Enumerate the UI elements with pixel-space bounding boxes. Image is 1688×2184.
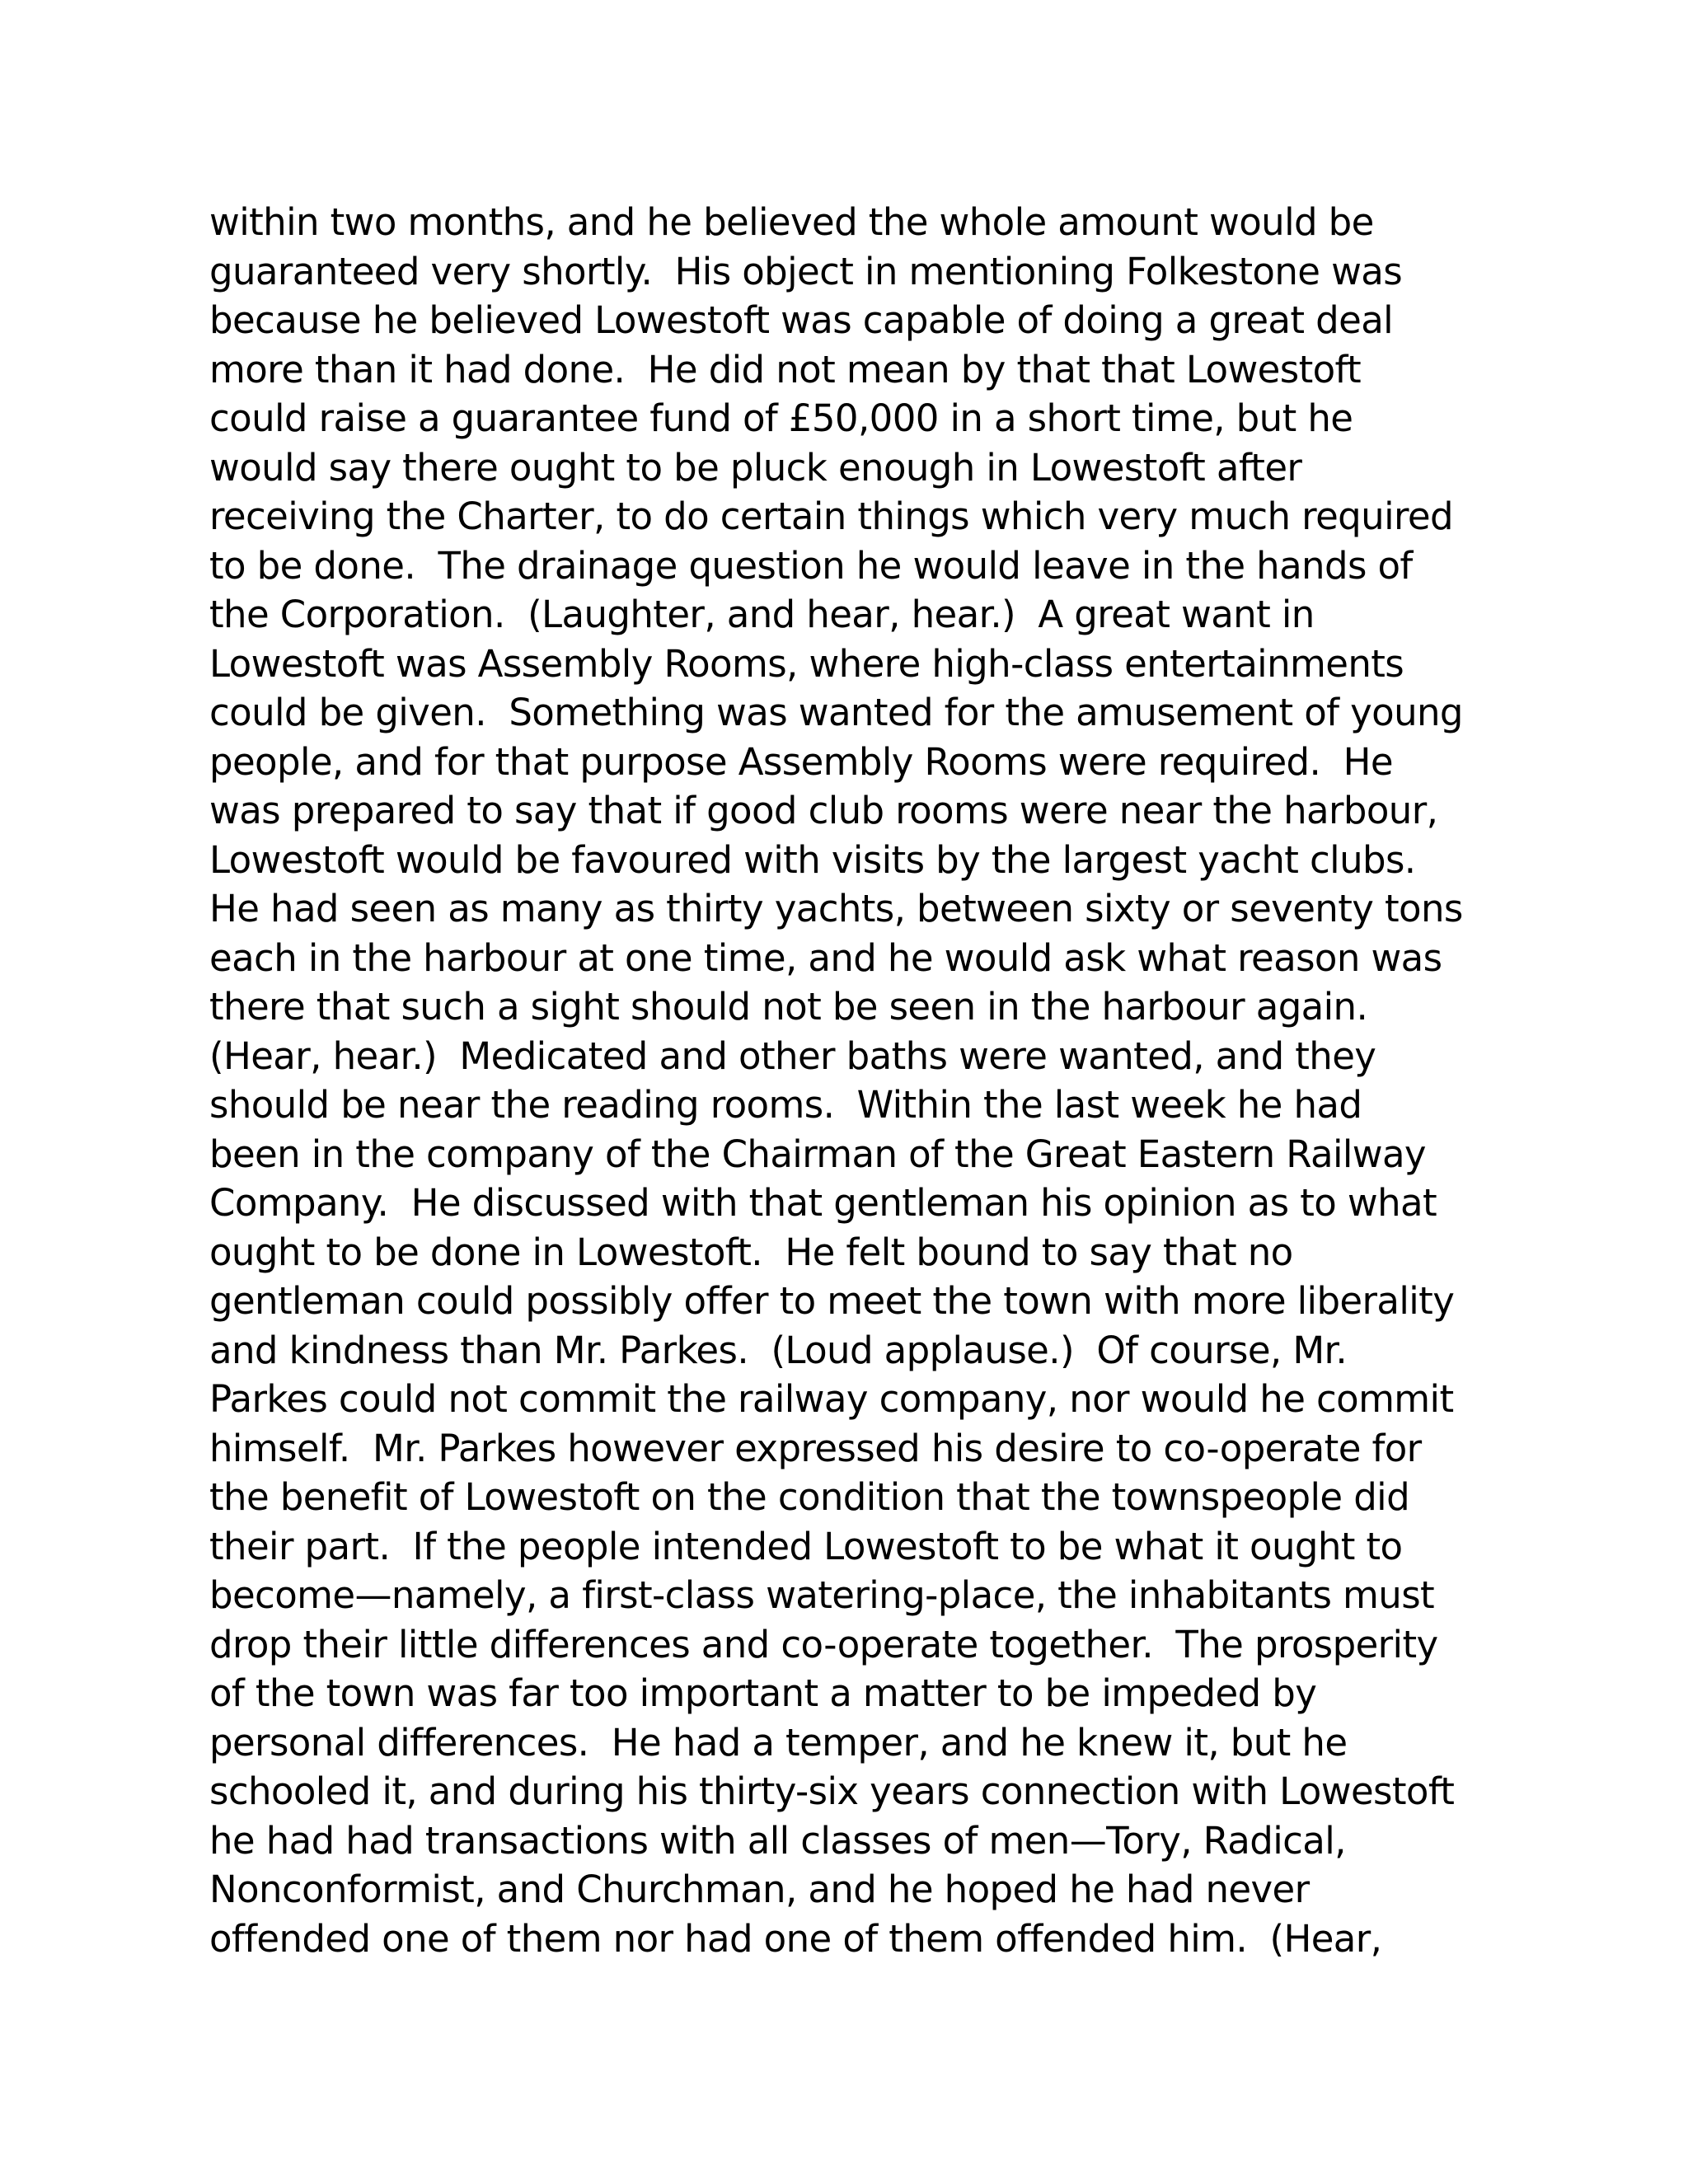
text-line: (Hear, hear.) Medicated and other baths were wanted, and they <box>209 1033 1376 1078</box>
text-line: schooled it, and during his thirty-six years connection with Lowestoft <box>209 1769 1455 1813</box>
text-line: their part. If the people intended Lowestoft to be what it ought to <box>209 1524 1403 1568</box>
text-line: drop their little differences and co-operate together. The prosperity <box>209 1622 1438 1666</box>
text-line: the Corporation. (Laughter, and hear, hear.) A great want in <box>209 593 1315 636</box>
text-line: there that such a sight should not be seen in the harbour again. <box>209 985 1368 1029</box>
text-line: ought to be done in Lowestoft. He felt bound to say that no <box>209 1230 1293 1274</box>
body-text <box>209 198 1495 1963</box>
text-line: gentleman could possibly offer to meet the town with more liberality <box>209 1279 1455 1323</box>
text-line: to be done. The drainage question he would leave in the hands of <box>209 543 1413 588</box>
text-line: Lowestoft was Assembly Rooms, where high-class entertainments <box>209 641 1404 686</box>
text-line: become—namely, a first-class watering-place, the inhabitants must <box>209 1573 1435 1617</box>
text-line: personal differences. He had a temper, and he knew it, but he <box>209 1720 1348 1765</box>
text-line: receiving the Charter, to do certain things which very much required <box>209 494 1453 538</box>
text-line: more than it had done. He did not mean by that that Lowestoft <box>209 347 1362 391</box>
text-line: would say there ought to be pluck enough in Lowestoft after <box>209 445 1302 490</box>
text-line: the benefit of Lowestoft on the condition that the townspeople did <box>209 1475 1410 1519</box>
text-line: people, and for that purpose Assembly Rooms were required. He <box>209 739 1393 784</box>
text-line: Company. He discussed with that gentleman his opinion as to what <box>209 1181 1437 1225</box>
text-line: should be near the reading rooms. Within the last week he had <box>209 1083 1362 1127</box>
text-line: been in the company of the Chairman of the Great Eastern Railway <box>209 1132 1426 1176</box>
text-line: offended one of them nor had one of them offended him. (Hear, <box>209 1916 1382 1961</box>
text-line: Lowestoft would be favoured with visits by the largest yacht clubs. <box>209 837 1416 882</box>
text-line: guaranteed very shortly. His object in mentioning Folkestone was <box>209 249 1403 293</box>
text-line: Parkes could not commit the railway company, nor would he commit <box>209 1377 1454 1421</box>
text-line: Nonconformist, and Churchman, and he hoped he had never <box>209 1868 1310 1911</box>
text-line: each in the harbour at one time, and he would ask what reason was <box>209 935 1442 980</box>
text-line: himself. Mr. Parkes however expressed his desire to co-operate for <box>209 1426 1422 1470</box>
text-line: he had had transactions with all classes of men—Tory, Radical, <box>209 1818 1346 1863</box>
text-line: and kindness than Mr. Parkes. (Loud applause.) Of course, Mr. <box>209 1328 1348 1372</box>
text-line: He had seen as many as thirty yachts, between sixty or seventy tons <box>209 887 1463 930</box>
text-line: could be given. Something was wanted for the amusement of young <box>209 691 1463 734</box>
text-line: could raise a guarantee fund of £50,000 in a short time, but he <box>209 396 1353 440</box>
text-line: within two months, and he believed the whole amount would be <box>209 200 1374 244</box>
text-line: was prepared to say that if good club rooms were near the harbour, <box>209 789 1438 832</box>
text-line: of the town was far too important a matter to be impeded by <box>209 1671 1317 1715</box>
text-line: because he believed Lowestoft was capable of doing a great deal <box>209 298 1394 342</box>
